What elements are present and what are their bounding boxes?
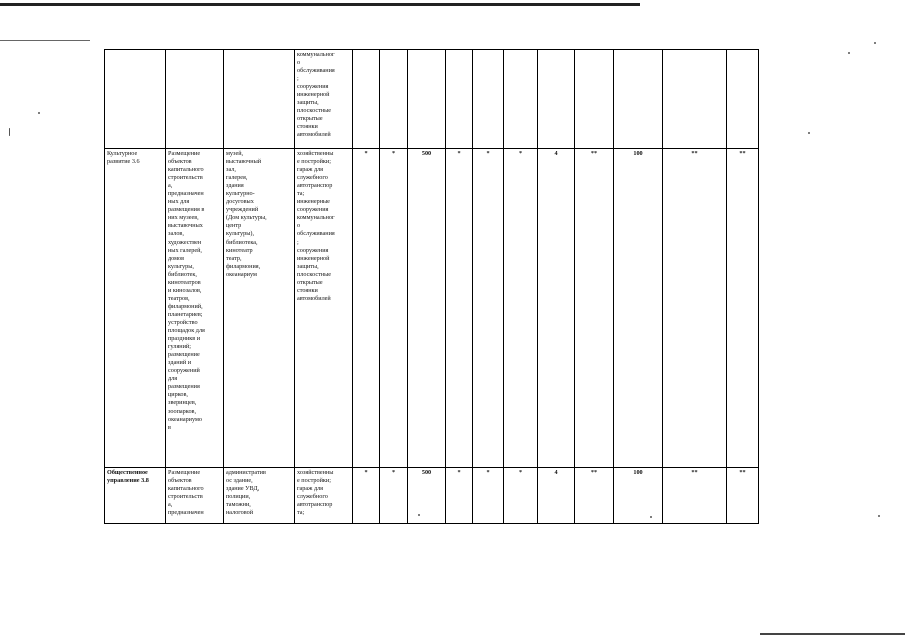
value-cell: *	[380, 468, 408, 524]
auxiliary-cell: хозяйственны е постройки; гараж для служебного автотранспор та;	[295, 468, 353, 524]
value-cell	[353, 50, 380, 149]
value-cell: *	[504, 149, 538, 468]
value-cell: 4	[538, 149, 575, 468]
value-cell: *	[473, 468, 504, 524]
scan-edge-top	[0, 3, 640, 6]
auxiliary-cell: коммунальног о обслуживания ; сооружения инженерной защиты, плоскостные открытые стоянки автомобилей	[295, 50, 353, 149]
value-cell: **	[575, 468, 614, 524]
value-cell	[446, 50, 473, 149]
value-cell: **	[727, 149, 759, 468]
value-cell	[504, 50, 538, 149]
scan-speck	[38, 112, 40, 114]
value-cell	[727, 50, 759, 149]
auxiliary-cell: хозяйственны е постройки; гараж для служебного автотранспор та; инженерные сооружения коммунальног о обслуживания ; сооружения инженерной защиты, плоскостные открытые стоянки автомобилей	[295, 149, 353, 468]
value-cell: *	[380, 149, 408, 468]
scan-speck	[9, 128, 10, 136]
value-cell: **	[727, 468, 759, 524]
description-cell: Размещение объектов капитального строительств а, предназначен ных для размещения в них музеев, выставочных залов, художествен ных галерей, домов культуры, библиотек, кинотеатров и кинозалов, театров, филармоний, планетариев; устройство площадок для праздникв и гуляний; размещение зданий и сооружений для размещения цирков, зверинцев, зоопарков, океанариумо в	[166, 149, 224, 468]
value-cell: *	[353, 149, 380, 468]
zone-cell: Общественное управление 3.8	[105, 468, 166, 524]
value-cell: *	[353, 468, 380, 524]
scan-speck	[874, 42, 876, 44]
value-cell: *	[504, 468, 538, 524]
value-cell	[408, 50, 446, 149]
value-cell: *	[446, 468, 473, 524]
value-cell: *	[446, 149, 473, 468]
value-cell	[575, 50, 614, 149]
table-row	[105, 50, 759, 149]
value-cell: **	[663, 149, 727, 468]
value-cell: 100	[614, 468, 663, 524]
value-cell	[614, 50, 663, 149]
zone-cell: Культурное развитие 3.6	[105, 149, 166, 468]
value-cell	[380, 50, 408, 149]
zone-cell	[105, 50, 166, 149]
table-row	[105, 149, 759, 468]
objects-cell: административ ос здание, здание УВД, полиции, таможни, налоговой	[224, 468, 295, 524]
scan-speck	[878, 515, 880, 517]
value-cell: **	[663, 468, 727, 524]
value-cell: *	[473, 149, 504, 468]
description-cell	[166, 50, 224, 149]
description-cell: Размещение объектов капитального строительств а, предназначен	[166, 468, 224, 524]
value-cell: **	[575, 149, 614, 468]
scan-speck	[808, 132, 810, 134]
value-cell: 100	[614, 149, 663, 468]
scan-edge-thin	[0, 40, 90, 41]
value-cell	[473, 50, 504, 149]
regulations-table	[104, 49, 759, 524]
objects-cell	[224, 50, 295, 149]
value-cell: 500	[408, 468, 446, 524]
value-cell: 4	[538, 468, 575, 524]
table-row	[105, 468, 759, 524]
value-cell	[663, 50, 727, 149]
value-cell	[538, 50, 575, 149]
scan-speck	[848, 52, 850, 54]
scan-edge-right	[760, 633, 905, 635]
objects-cell: музей, выставочный зал, галерея, здания культурно- досуговых учреждений (Дом культуры, центр культуры), библиотека, кинотеатр театр, филармония, океанариум	[224, 149, 295, 468]
value-cell: 500	[408, 149, 446, 468]
